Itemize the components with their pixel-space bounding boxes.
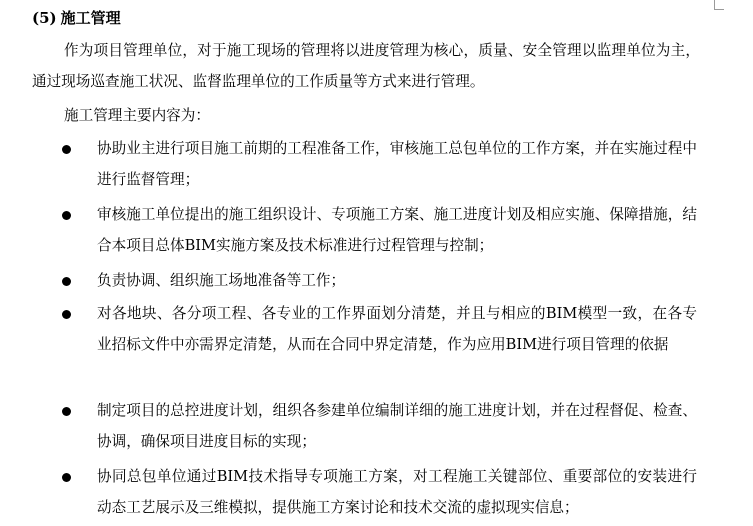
list-item: 制定项目的总控进度计划，组织各参建单位编制详细的施工进度计划，并在过程督促、检查、协调，确保项目进度目标的实现； bbox=[97, 402, 697, 450]
intro-paragraph: 作为项目管理单位，对于施工现场的管理将以进度管理为核心，质量、安全管理以监理单位为主，通过现场巡查施工状况、监督监理单位的工作质量等方式来进行管理。 bbox=[32, 42, 700, 90]
bullet-icon bbox=[62, 140, 71, 160]
content-intro: 施工管理主要内容为： bbox=[64, 107, 210, 124]
section-title: 施工管理 bbox=[60, 9, 121, 27]
bullet-icon bbox=[62, 305, 71, 325]
bullet-icon bbox=[62, 402, 71, 422]
list-item: 审核施工单位提出的施工组织设计、专项施工方案、施工进度计划及相应实施、保障措施，结合本项目总体BIM实施方案及技术标准进行过程管理与控制； bbox=[97, 206, 697, 254]
text-boundary-mark bbox=[714, 0, 724, 10]
list-item: 负责协调、组织施工场地准备等工作； bbox=[97, 272, 346, 289]
bullet-icon bbox=[62, 206, 71, 226]
list-item: 对各地块、各分项工程、各专业的工作界面划分清楚，并且与相应的BIM模型一致，在各专业招标文件中亦需界定清楚，从而在合同中界定清楚，作为应用BIM进行项目管理的依据 bbox=[97, 305, 697, 353]
bullet-icon bbox=[62, 272, 71, 292]
list-item: 协同总包单位通过BIM技术指导专项施工方案，对工程施工关键部位、重要部位的安装进行动态工艺展示及三维模拟，提供施工方案讨论和技术交流的虚拟现实信息； bbox=[97, 468, 697, 516]
list-item: 协助业主进行项目施工前期的工程准备工作，审核施工总包单位的工作方案，并在实施过程中进行监督管理； bbox=[97, 140, 697, 188]
section-number: (5) bbox=[32, 9, 57, 27]
bullet-icon bbox=[62, 468, 71, 488]
section-heading bbox=[32, 8, 121, 28]
